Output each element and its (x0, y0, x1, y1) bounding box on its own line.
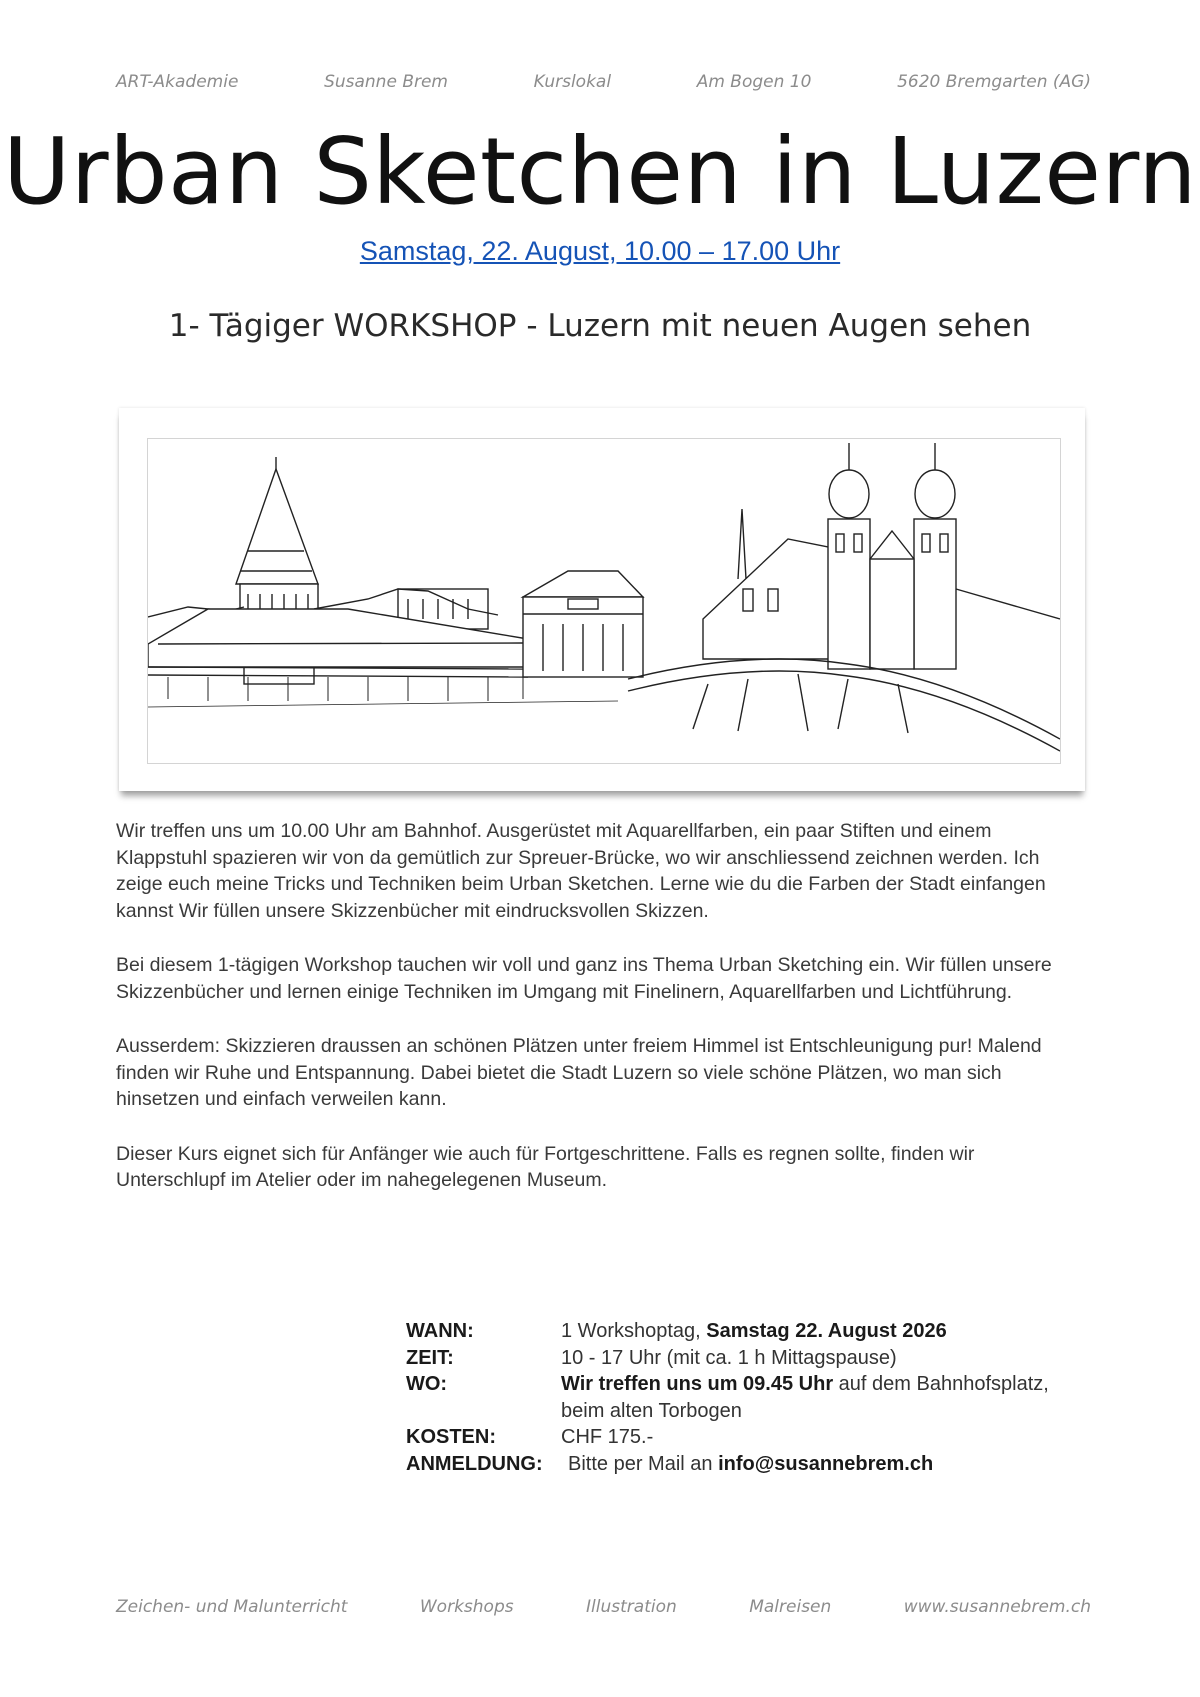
header-street: Am Bogen 10 (696, 72, 812, 92)
page-footer (116, 1597, 1091, 1617)
registration-text: Bitte per Mail an (568, 1452, 719, 1475)
registration-value (568, 1451, 933, 1478)
description-paragraph: Bei diesem 1-tägigen Workshop tauchen wir voll und ganz ins Thema Urban Sketching ein. Wir füllen unsere Skizzenbücher und lernen einige Techniken im Umgang mit Finelinern, Aquarellfarben und Lichtführung. (116, 954, 1052, 1003)
footer-workshops: Workshops (419, 1597, 514, 1617)
cost-value: CHF 175.- (561, 1426, 654, 1448)
footer-lessons: Zeichen- und Malunterricht (116, 1597, 348, 1617)
description-paragraph: Dieser Kurs eignet sich für Anfänger wie auch für Fortgeschrittene. Falls es regnen sollte, finden wir Unterschlupf im Atelier oder im nahegelegenen Museum. (116, 1142, 975, 1191)
workshop-subtitle: 1- Tägiger WORKSHOP - Luzern mit neuen Augen sehen (168, 308, 1032, 344)
registration-label: ANMELDUNG: (406, 1452, 543, 1475)
footer-travel: Malreisen (749, 1597, 832, 1617)
luzern-skyline-illustration (148, 439, 1060, 763)
where-value (561, 1371, 1049, 1398)
when-label: WANN: (406, 1320, 474, 1342)
detail-where (406, 1371, 1106, 1398)
registration-email-link[interactable]: info@susannebrem.ch (718, 1452, 934, 1475)
where-place: auf dem Bahnhofsplatz, (833, 1373, 1049, 1395)
detail-time (406, 1345, 1106, 1372)
header-name: Susanne Brem (324, 72, 448, 92)
time-value: 10 - 17 Uhr (mit ca. 1 h Mittagspause) (561, 1346, 897, 1369)
workshop-description (116, 818, 1086, 1222)
workshop-details (406, 1318, 1106, 1477)
description-paragraph: Wir treffen uns um 10.00 Uhr am Bahnhof. Ausgerüstet mit Aquarellfarben, ein paar Stiften und einem Klappstuhl spazieren wir von da gemütlich zur Spreuer-Brücke, wo wir anschliessend zeichnen werden. Ich zeige euch meine Tricks und Techniken beim Urban Sketchen. Lerne wie du die Farben der Stadt einfangen kannst Wir füllen unsere Skizzenbücher mit eindrucksvollen Skizzen. (116, 820, 1046, 922)
cost-label: KOSTEN: (406, 1426, 496, 1448)
where-label: WO: (406, 1373, 448, 1395)
when-prefix: 1 Workshoptag, (561, 1320, 707, 1342)
sketch-drawing (147, 438, 1061, 764)
description-paragraph: Ausserdem: Skizzieren draussen an schönen Plätzen unter freiem Himmel ist Entschleunigung pur! Malend finden wir Ruhe und Entspannung. Dabei bietet die Stadt Luzern so viele schöne Plätzen, wo man sich hinsetzen und einfach verweilen kann. (116, 1035, 1042, 1110)
footer-illustration: Illustration (586, 1597, 677, 1617)
where-landmark: beim alten Torbogen (561, 1399, 742, 1422)
page-header (116, 72, 1091, 92)
time-label: ZEIT: (406, 1346, 454, 1369)
detail-cost (406, 1424, 1106, 1451)
header-academy: ART-Akademie (116, 72, 239, 92)
detail-registration (406, 1451, 1106, 1478)
when-date: Samstag 22. August 2026 (706, 1320, 947, 1342)
detail-when (406, 1318, 1106, 1345)
footer-website-link[interactable]: www.susannebrem.ch (903, 1597, 1091, 1617)
where-meeting-time: Wir treffen uns um 09.45 Uhr (561, 1373, 834, 1395)
header-city: 5620 Bremgarten (AG) (897, 72, 1091, 92)
header-location-label: Kurslokal (533, 72, 612, 92)
detail-where-line2 (406, 1398, 1106, 1425)
page-title: Urban Sketchen in Luzern (2, 118, 1198, 225)
when-value (561, 1318, 947, 1345)
date-link[interactable]: Samstag, 22. August, 10.00 – 17.00 Uhr (359, 236, 841, 266)
luzern-sketch-image (119, 408, 1085, 791)
